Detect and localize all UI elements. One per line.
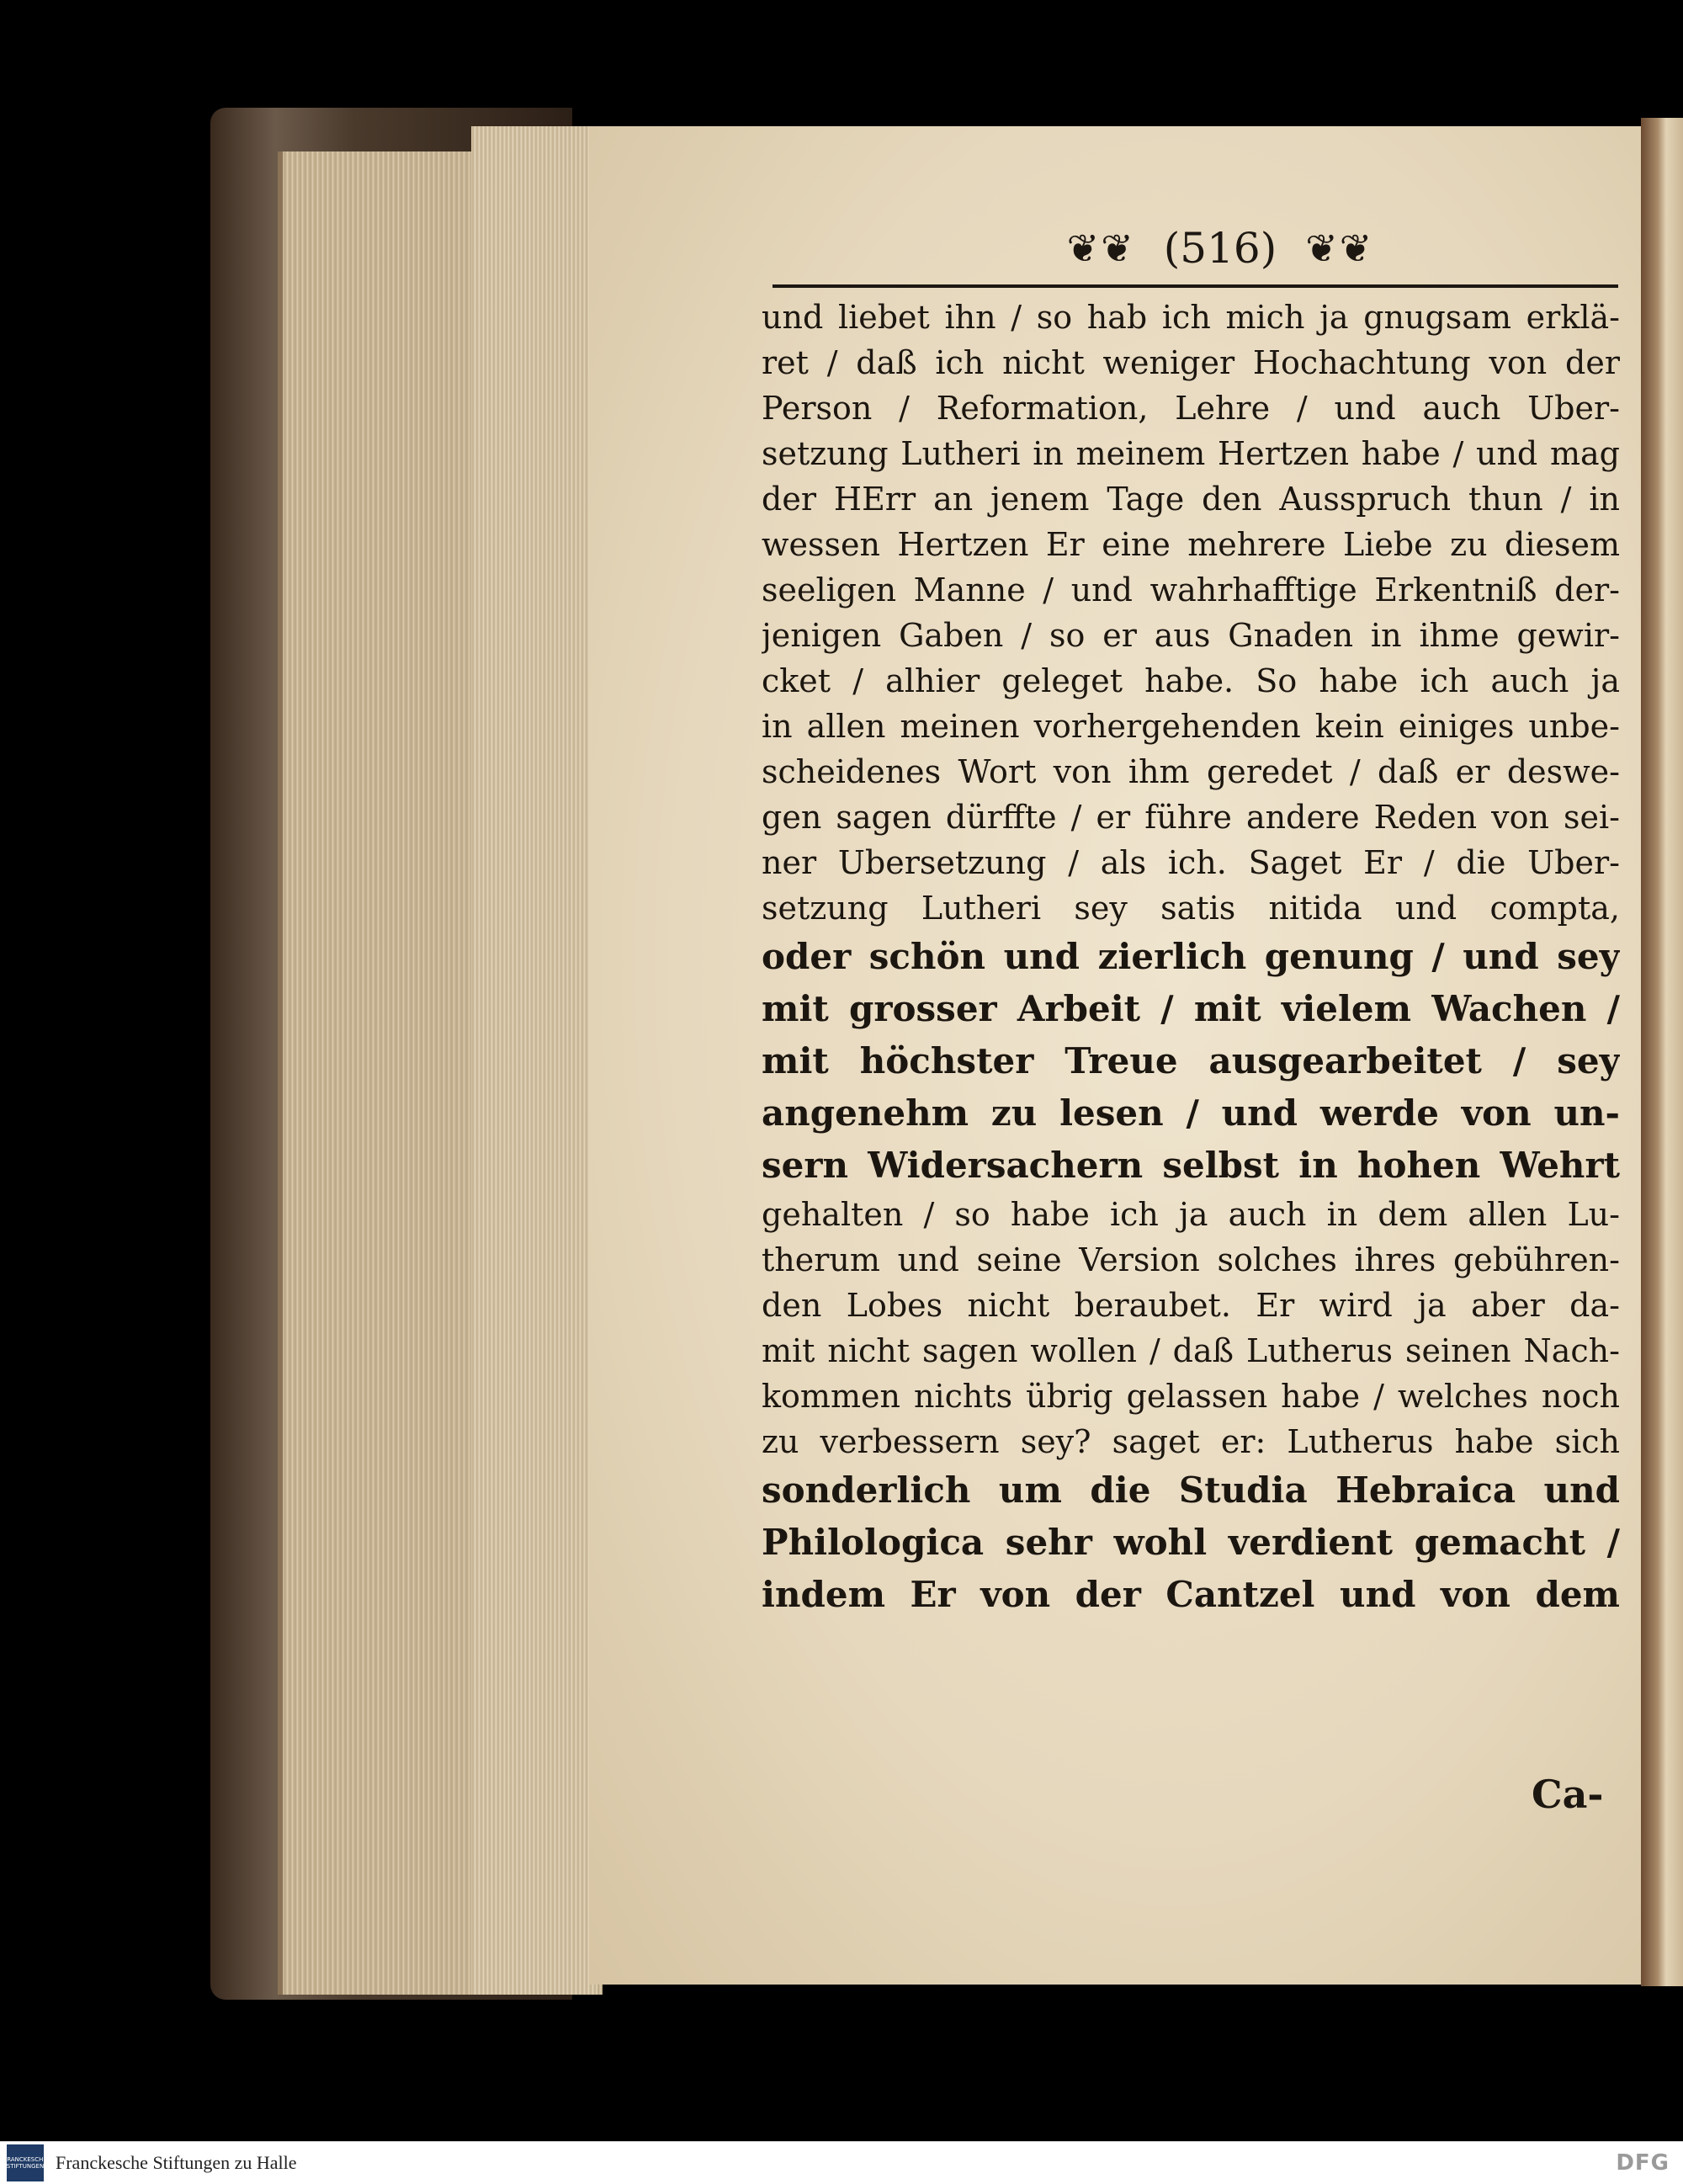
text-line: ret / daß ich nicht weniger Hochachtung von der: [762, 344, 1620, 381]
text-line: setzung Lutheri sey satis nitida und compta,: [762, 890, 1620, 927]
text-line: in allen meinen vorhergehenden kein einiges unbe-: [762, 708, 1620, 745]
page-number: (516): [1163, 224, 1277, 273]
text-line: angenehm zu lesen / und werde von un-: [762, 1092, 1620, 1134]
facing-page-edge: [1641, 118, 1683, 1986]
header-ornament-left: ❦❦: [1066, 226, 1135, 271]
text-line: indem Er von der Cantzel und von dem: [762, 1574, 1620, 1615]
text-line: Philologica sehr wohl verdient gemacht /: [762, 1522, 1620, 1563]
institution-name: Franckesche Stiftungen zu Halle: [56, 2152, 297, 2173]
text-line: gen sagen dürffte / er führe andere Reden von sei-: [762, 799, 1620, 836]
text-line: sern Widersachern selbst in hohen Wehrt: [762, 1145, 1620, 1186]
text-line: cket / alhier geleget habe. So habe ich auch ja: [762, 662, 1620, 699]
text-line: gehalten / so habe ich ja auch in dem allen Lu-: [762, 1196, 1620, 1233]
header-ornament-right: ❦❦: [1305, 226, 1374, 271]
text-line: kommen nichts übrig gelassen habe / welches noch: [762, 1378, 1620, 1415]
catchword: Ca-: [1532, 1772, 1604, 1817]
text-line: wessen Hertzen Er eine mehrere Liebe zu diesem: [762, 526, 1620, 563]
text-line: setzung Lutheri in meinem Hertzen habe / und mag: [762, 435, 1620, 472]
viewer-footer: [0, 2141, 1683, 2184]
text-line: den Lobes nicht beraubet. Er wird ja aber da-: [762, 1287, 1620, 1324]
text-line: seeligen Manne / und wahrhafftige Erkentniß der-: [762, 571, 1620, 608]
page-edges-inner: [471, 126, 597, 1995]
dfg-logo: DFG: [1616, 2150, 1670, 2176]
text-line: oder schön und zierlich genung / und sey: [762, 936, 1620, 977]
text-line: mit höchster Treue ausgearbeitet / sey: [762, 1040, 1620, 1081]
header-rule: [772, 284, 1618, 288]
text-line: zu verbessern sey? saget er: Lutherus habe sich: [762, 1423, 1620, 1460]
text-line: mit nicht sagen wollen / daß Lutherus seinen Nach-: [762, 1332, 1620, 1369]
text-line: Person / Reformation, Lehre / und auch Uber-: [762, 390, 1620, 427]
text-line: der HErr an jenem Tage den Ausspruch thun / in: [762, 481, 1620, 518]
text-line: sonderlich um die Studia Hebraica und: [762, 1469, 1620, 1511]
body-text: [762, 295, 1620, 1621]
text-line: ner Ubersetzung / als ich. Saget Er / die Uber-: [762, 844, 1620, 881]
text-line: scheidenes Wort von ihm geredet / daß er deswe-: [762, 753, 1620, 790]
page-header: [976, 215, 1464, 282]
text-line: mit grosser Arbeit / mit vielem Wachen /: [762, 988, 1620, 1029]
text-line: jenigen Gaben / so er aus Gnaden in ihme gewir-: [762, 617, 1620, 654]
text-line: und liebet ihn / so hab ich mich ja gnugsam erklä-: [762, 299, 1620, 336]
institution-logo: FRANCKESCHE STIFTUNGEN: [7, 2144, 44, 2181]
text-line: therum und seine Version solches ihres gebühren-: [762, 1241, 1620, 1278]
